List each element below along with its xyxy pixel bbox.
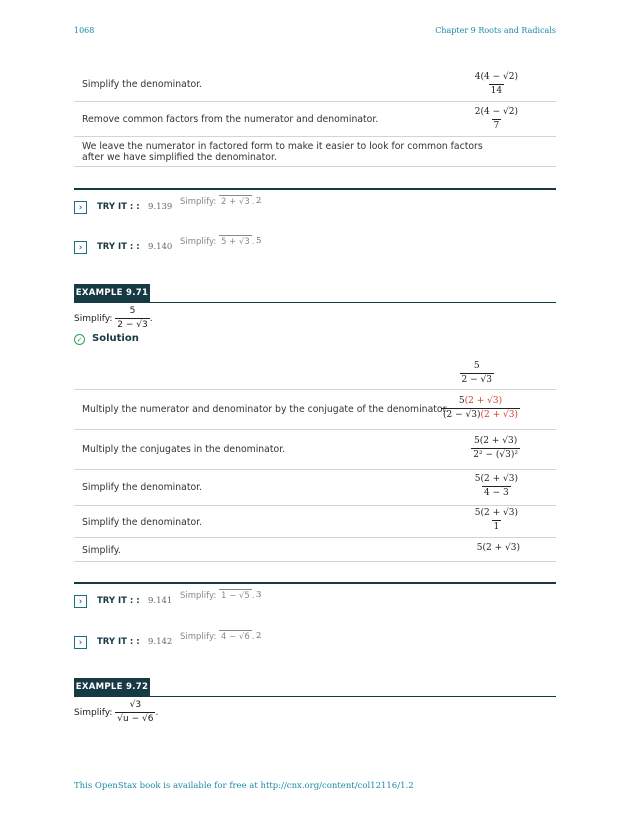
- step-text: Remove common factors from the numerator and denominator.: [82, 114, 379, 125]
- table-row: [74, 505, 556, 538]
- try-it-problem: Simplify: 5 5 + √3 .: [180, 236, 262, 247]
- step-text: Simplify the denominator.: [82, 482, 203, 493]
- try-it-number: 9.140: [148, 242, 173, 252]
- check-circle-icon: ✓: [74, 334, 85, 345]
- page-number: 1068: [74, 26, 95, 35]
- step-text: Multiply the conjugates in the denominator.: [82, 444, 286, 455]
- try-it-problem: Simplify: 2 4 − √6 .: [180, 631, 262, 642]
- step-text: Simplify the denominator.: [82, 517, 203, 528]
- expand-chevron-icon[interactable]: ›: [74, 201, 87, 214]
- section-rule: [74, 582, 556, 584]
- example-9-71-bar: [74, 284, 556, 303]
- step-math: $\frac{5(2 + √3)}{4 - 3}$: [474, 474, 518, 498]
- try-it-problem: Simplify: 3 1 − √5 .: [180, 590, 262, 601]
- table-row: [74, 537, 556, 562]
- table-row: [74, 469, 556, 506]
- expand-chevron-icon[interactable]: ›: [74, 241, 87, 254]
- solution-label: Solution: [92, 333, 139, 344]
- example-tag: EXAMPLE 9.72: [74, 678, 150, 696]
- try-it-label: TRY IT : :: [97, 242, 140, 252]
- expand-chevron-icon[interactable]: ›: [74, 636, 87, 649]
- step-math: $\frac{5(2 + √3)}{1}$: [474, 508, 518, 532]
- table-row: [74, 136, 556, 167]
- table-row: [74, 429, 556, 470]
- table-row: [74, 356, 556, 390]
- section-rule: [74, 188, 556, 190]
- step-math: $\frac{5}{2 - √3}$: [461, 361, 492, 385]
- example-9-72-bar: [74, 678, 556, 697]
- step-math: $\frac{2(4 - √2)}{7}$: [474, 107, 518, 131]
- step-math: 5(2 + √3): [476, 543, 520, 553]
- step-math: $\frac{4(4 - √2)}{14}$: [474, 72, 518, 96]
- try-it-number: 9.141: [148, 596, 173, 606]
- example-problem: Simplify: $\frac{√3}{√u - √6}$ .: [74, 700, 159, 724]
- example-problem: Simplify: $\frac{5}{2 - √3}$ .: [74, 306, 153, 330]
- try-it-label: TRY IT : :: [97, 202, 140, 212]
- step-text: Simplify the denominator.: [82, 79, 203, 90]
- footer-text: This OpenStax book is available for free at http://cnx.org/content/col12116/1.2: [74, 781, 414, 791]
- table-row: [74, 66, 556, 102]
- step-text: We leave the numerator in factored form to make it easier to look for common factors after we have simplified the denominator.: [82, 141, 483, 163]
- step-text: Multiply the numerator and denominator by the conjugate of the denominator.: [82, 404, 449, 415]
- try-it-problem: Simplify: 2 2 + √3 .: [180, 196, 262, 207]
- try-it-number: 9.142: [148, 637, 173, 647]
- step-text: Simplify.: [82, 545, 121, 556]
- try-it-label: TRY IT : :: [97, 596, 140, 606]
- example-tag: EXAMPLE 9.71: [74, 284, 150, 302]
- try-it-label: TRY IT : :: [97, 637, 140, 647]
- expand-chevron-icon[interactable]: ›: [74, 595, 87, 608]
- table-row: [74, 101, 556, 137]
- chapter-title: Chapter 9 Roots and Radicals: [435, 26, 556, 35]
- table-row: [74, 389, 556, 430]
- step-math: $\frac{5(2 + √3)}{\text{2² − (√3)²}}$: [473, 436, 518, 460]
- step-math: $\frac{5(2 + √3)}{(2 - √3)(2 + √3)}$: [443, 396, 518, 420]
- try-it-number: 9.139: [148, 202, 173, 212]
